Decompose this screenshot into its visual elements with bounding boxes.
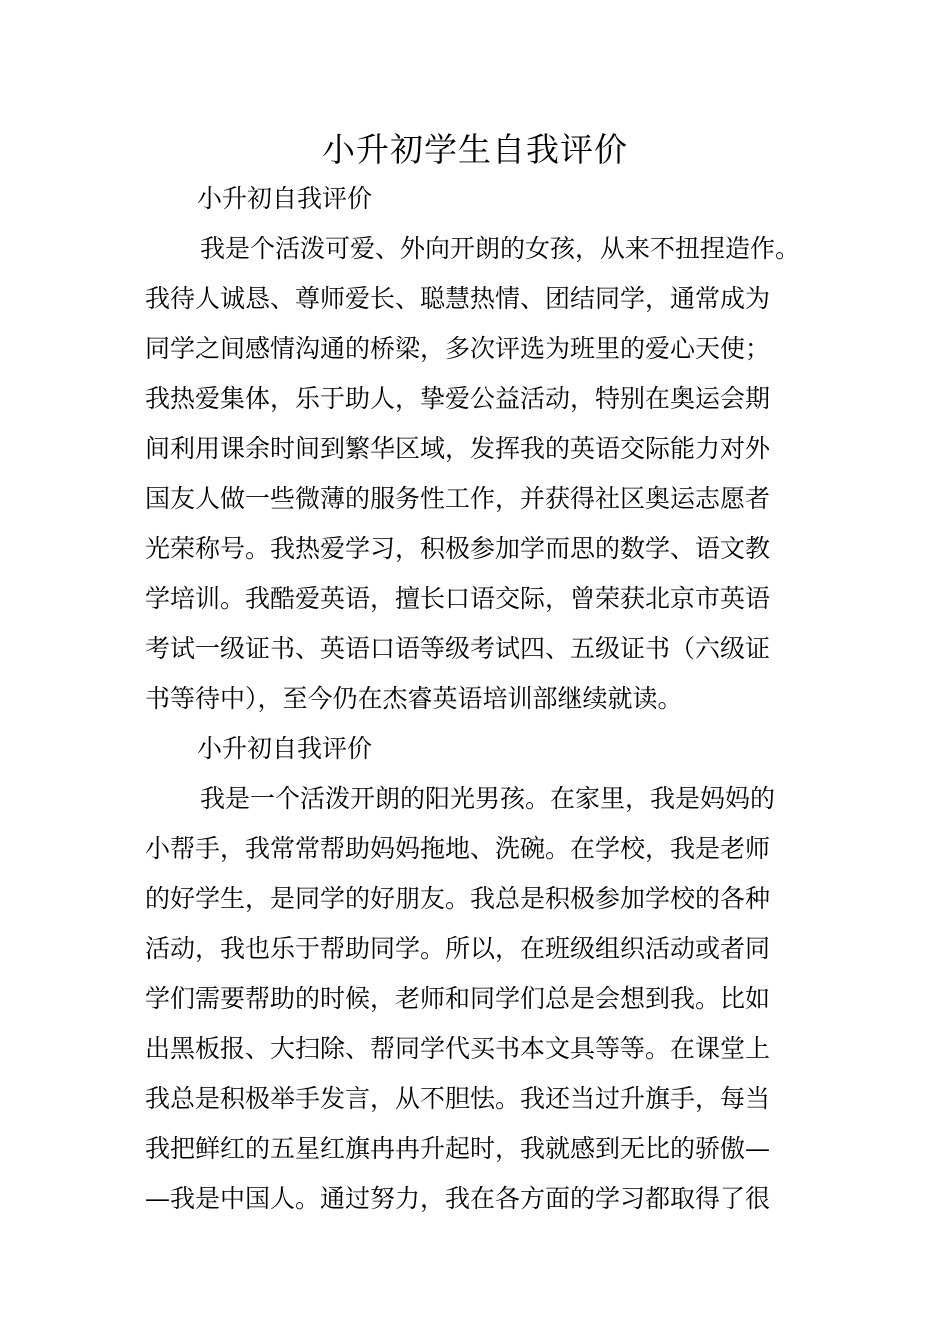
paragraph-line: 国友人做一些微薄的服务性工作，并获得社区奥运志愿者 bbox=[145, 484, 771, 513]
paragraph-line: 书等待中），至今仍在杰睿英语培训部继续就读。 bbox=[145, 684, 683, 713]
paragraph-line: 小帮手，我常常帮助妈妈拖地、洗碗。在学校，我是老师 bbox=[145, 834, 771, 863]
paragraph-line: 光荣称号。我热爱学习，积极参加学而思的数学、语文教 bbox=[145, 534, 771, 563]
paragraph-line: 我总是积极举手发言，从不胆怯。我还当过升旗手，每当 bbox=[145, 1084, 771, 1113]
paragraph-line: 间利用课余时间到繁华区域，发挥我的英语交际能力对外 bbox=[145, 434, 771, 463]
document-title: 小升初学生自我评价 bbox=[322, 130, 628, 169]
paragraph-line: 我把鲜红的五星红旗冉冉升起时，我就感到无比的骄傲— bbox=[145, 1134, 771, 1163]
section-heading: 小升初自我评价 bbox=[197, 734, 373, 763]
paragraph-line: 出黑板报、大扫除、帮同学代买书本文具等等。在课堂上 bbox=[145, 1034, 771, 1063]
paragraph-line: 考试一级证书、英语口语等级考试四、五级证书（六级证 bbox=[145, 634, 771, 663]
paragraph-line: 我待人诚恳、尊师爱长、聪慧热情、团结同学，通常成为 bbox=[145, 284, 771, 313]
paragraph-line: 我热爱集体，乐于助人，挚爱公益活动，特别在奥运会期 bbox=[145, 384, 771, 413]
paragraph-line: 同学之间感情沟通的桥梁，多次评选为班里的爱心天使； bbox=[145, 334, 771, 363]
paragraph-line: 的好学生，是同学的好朋友。我总是积极参加学校的各种 bbox=[145, 884, 771, 913]
section-heading: 小升初自我评价 bbox=[197, 184, 373, 213]
paragraph-line: 我是个活泼可爱、外向开朗的女孩，从来不扭捏造作。 bbox=[200, 234, 801, 263]
paragraph-line: —我是中国人。通过努力，我在各方面的学习都取得了很 bbox=[145, 1184, 771, 1213]
paragraph-line: 活动，我也乐于帮助同学。所以，在班级组织活动或者同 bbox=[145, 934, 771, 963]
paragraph-line: 学们需要帮助的时候，老师和同学们总是会想到我。比如 bbox=[145, 984, 771, 1013]
paragraph-line: 学培训。我酷爱英语，擅长口语交际，曾荣获北京市英语 bbox=[145, 584, 771, 613]
paragraph-line: 我是一个活泼开朗的阳光男孩。在家里，我是妈妈的 bbox=[200, 784, 776, 813]
